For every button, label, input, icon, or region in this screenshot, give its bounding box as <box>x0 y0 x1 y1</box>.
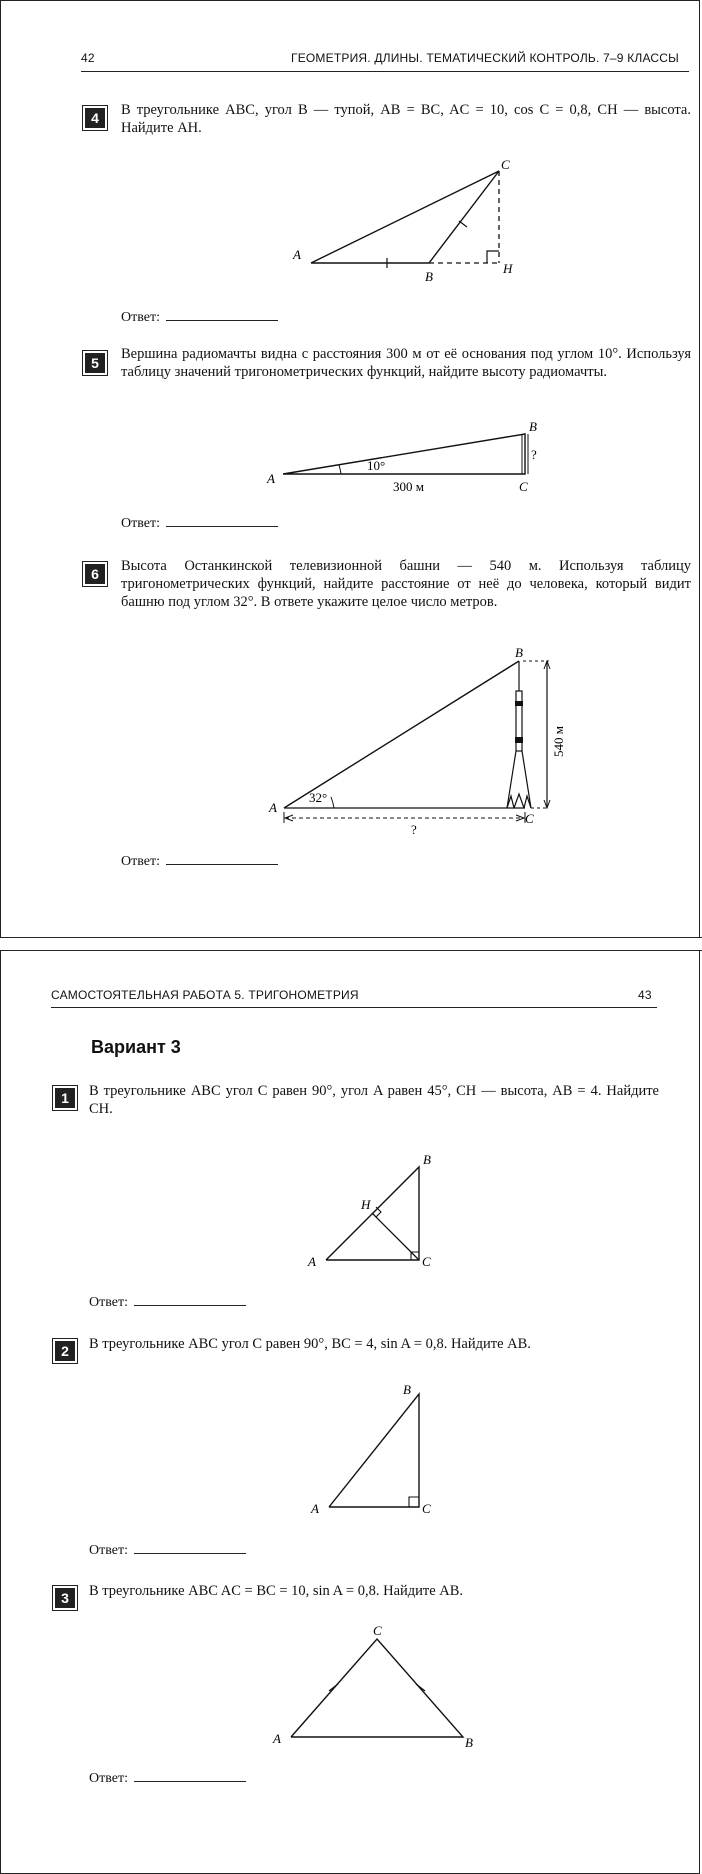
label-a: A <box>267 471 275 486</box>
task-number: 2 <box>53 1339 77 1363</box>
answer-label: Ответ: <box>121 854 160 869</box>
task-text: В треугольнике ABC угол C равен 90°, BC = 4, sin A = 0,8. Найдите AB. <box>89 1336 531 1352</box>
angle-label: 32° <box>309 790 328 805</box>
task-number: 1 <box>53 1086 77 1110</box>
task-number: 4 <box>83 106 107 130</box>
label-a: A <box>311 1501 319 1516</box>
answer-line[interactable] <box>134 1769 246 1782</box>
label-b: B <box>465 1735 473 1750</box>
label-b: B <box>425 269 433 284</box>
page-number: 42 <box>81 51 95 65</box>
label-b: B <box>529 419 537 434</box>
answer-label: Ответ: <box>89 1543 128 1558</box>
label-a: A <box>269 800 277 815</box>
label-c: C <box>422 1501 431 1516</box>
task-number: 5 <box>83 351 107 375</box>
figure-task-6 <box>1 1 702 938</box>
distance-label: 300 м <box>393 479 424 494</box>
answer-label: Ответ: <box>89 1771 128 1786</box>
unknown-label: ? <box>531 447 537 462</box>
answer-row <box>89 1769 246 1787</box>
label-c: C <box>501 157 510 172</box>
task-text: В треугольнике ABC, угол B — тупой, AB = BC, AC = 10, cos C = 0,8, CH — высота. Найдите AH. <box>121 102 691 136</box>
answer-label: Ответ: <box>89 1295 128 1310</box>
label-b: B <box>403 1382 411 1397</box>
figure-task-3 <box>1 951 702 1874</box>
label-b: B <box>423 1152 431 1167</box>
running-head: САМОСТОЯТЕЛЬНАЯ РАБОТА 5. ТРИГОНОМЕТРИЯ <box>51 988 359 1002</box>
page-42 <box>0 0 700 937</box>
page-separator <box>0 937 702 951</box>
label-c: C <box>525 811 534 826</box>
unknown-label: ? <box>411 822 417 837</box>
label-a: A <box>293 247 301 262</box>
task-text: Высота Останкинской телевизионной башни — 540 м. Используя таблицу тригонометрических функций, найдите расстояние от неё до человека, который видит башню под углом 32°. В ответе укажите целое число метров. <box>121 558 691 610</box>
tower-icon <box>507 661 531 808</box>
label-a: A <box>308 1254 316 1269</box>
running-head: ГЕОМЕТРИЯ. ДЛИНЫ. ТЕМАТИЧЕСКИЙ КОНТРОЛЬ. 7–9 КЛАССЫ <box>291 51 679 65</box>
label-h: H <box>503 261 513 276</box>
task-text: В треугольнике ABC угол C равен 90°, угол A равен 45°, CH — высота, AB = 4. Найдите CH. <box>89 1083 659 1117</box>
height-label: 540 м <box>551 726 566 757</box>
label-b: B <box>515 645 523 660</box>
task-text: Вершина радиомачты видна с расстояния 300 м от её основания под углом 10°. Используя таблицу значений тригонометрических функций, найдите высоту радиомачты. <box>121 346 691 380</box>
answer-label: Ответ: <box>121 516 160 531</box>
label-c: C <box>373 1623 382 1638</box>
label-h: H <box>361 1197 371 1212</box>
task-number: 3 <box>53 1586 77 1610</box>
label-a: A <box>273 1731 281 1746</box>
label-c: C <box>422 1254 431 1269</box>
answer-line[interactable] <box>166 852 278 865</box>
variant-title: Вариант 3 <box>91 1037 181 1057</box>
answer-row <box>121 852 278 870</box>
label-c: C <box>519 479 528 494</box>
page-number: 43 <box>638 988 652 1002</box>
task-text: В треугольнике ABC AC = BC = 10, sin A = 0,8. Найдите AB. <box>89 1583 464 1599</box>
answer-label: Ответ: <box>121 310 160 325</box>
angle-label: 10° <box>367 458 386 473</box>
page-43 <box>0 951 700 1874</box>
task-number: 6 <box>83 562 107 586</box>
